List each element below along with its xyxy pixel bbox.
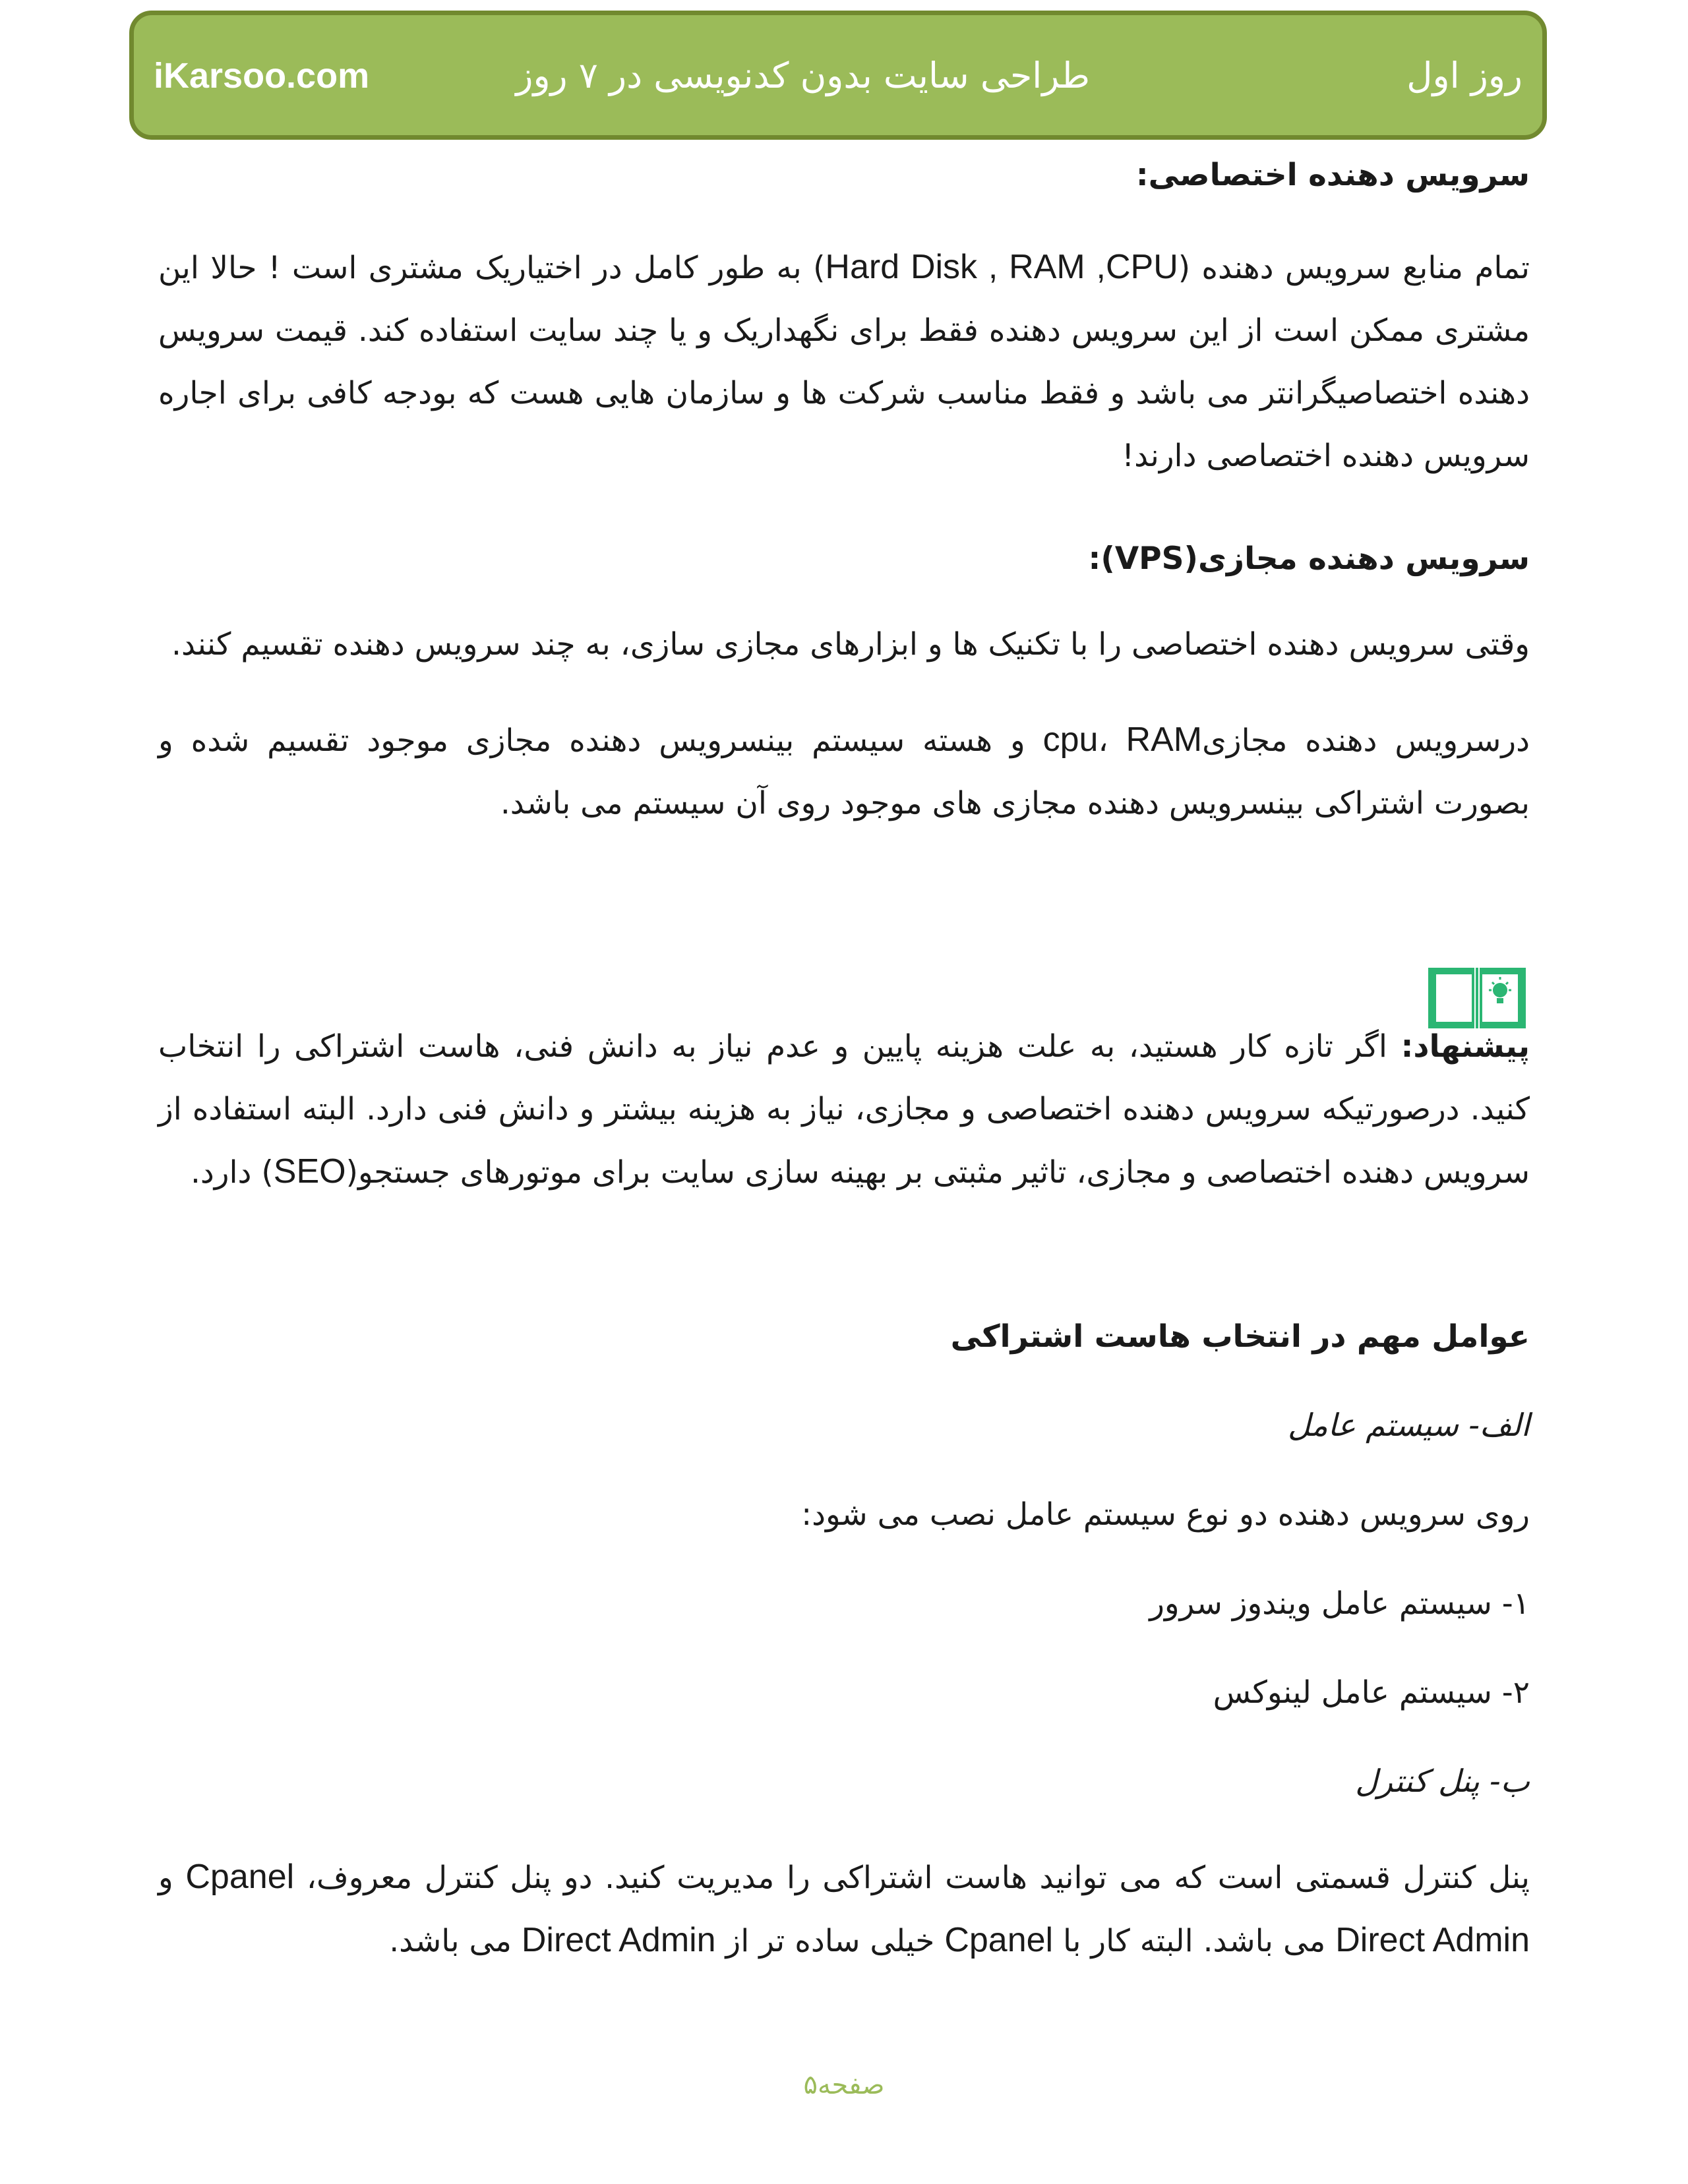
text: ) به طور کامل در اختیاریک مشتری است ! حالا این مشتری ممکن است از این سرویس دهنده فقط برای نگهداریک و یا چند سایت استفاده کند. قیمت سرویس دهنده اختصاصیگرانتر می باشد و فقط مناسب شرکت ها و سازمان هایی هست که بودجه کافی برای اجاره سرویس دهنده اختصاصی دارند! <box>158 250 1530 474</box>
cpanel-term: Cpanel <box>944 1921 1054 1959</box>
paragraph-os-intro: روی سرویس دهنده دو نوع سیستم عامل نصب می شود: <box>801 1496 1530 1533</box>
text: و <box>158 1860 186 1896</box>
page-header <box>129 11 1547 140</box>
paragraph-tip <box>158 1015 1530 1204</box>
seo-term: SEO <box>273 1152 346 1191</box>
cpanel-term: Cpanel <box>185 1858 295 1896</box>
paragraph-vps-1: وقتی سرویس دهنده اختصاصی را با تکنیک ها و ابزارهای مجازی سازی، به چند سرویس دهنده تقسیم کنند. <box>171 626 1530 663</box>
list-item: ۱- سیستم عامل ویندوز سرور <box>1149 1585 1530 1622</box>
cpu-term: cpu <box>1042 721 1099 759</box>
subheading-control-panel: ب- پنل کنترل <box>1355 1763 1530 1800</box>
list-item: ۲- سیستم عامل لینوکس <box>1213 1674 1530 1711</box>
document-title: طراحی سایت بدون کدنویسی در ۷ روز <box>516 55 1090 96</box>
text: خیلی ساده تر از <box>715 1923 945 1959</box>
text: می باشد. البته کار با <box>1053 1923 1336 1959</box>
paragraph-dedicated <box>158 236 1530 487</box>
heading-vps: سرویس دهنده مجازی(VPS): <box>1088 541 1530 577</box>
text: می باشد. <box>389 1923 522 1959</box>
hardware-terms: Hard Disk , RAM ,CPU <box>825 248 1178 286</box>
heading-factors: عوامل مهم در انتخاب هاست اشتراکی <box>950 1318 1530 1355</box>
text: تمام منابع سرویس دهنده ( <box>1178 250 1530 286</box>
direct-admin-term: Direct Admin <box>1335 1921 1530 1959</box>
direct-admin-term: Direct Admin <box>521 1921 716 1959</box>
site-name: iKarsoo.com <box>154 56 370 96</box>
paragraph-vps-2 <box>158 709 1530 835</box>
text: و هسته سیستم بینسرویس دهنده مجازی موجود تقسیم شده و بصورت اشتراکی بینسرویس دهنده مجازی های موجود روی آن سیستم می باشد. <box>158 723 1530 821</box>
ram-term: RAM <box>1126 721 1203 759</box>
tip-label: پیشنهاد: <box>1401 1028 1530 1065</box>
day-label: روز اول <box>1406 55 1522 96</box>
paragraph-control-panel <box>158 1846 1530 1972</box>
text: ) دارد. <box>190 1154 274 1191</box>
page-number: صفحه۵ <box>803 2070 885 2100</box>
text: اگر تازه کار هستید، به علت هزینه پایین و عدم نیاز به دانش فنی، هاست اشتراکی را انتخاب کنید. درصورتیکه سرویس دهنده اختصاصی و مجازی، نیاز به هزینه بیشتر و دانش فنی دارد. البته استفاده از سرویس دهنده اختصاصی و مجازی، تاثیر مثبتی بر بهینه سازی سایت برای موتورهای جستجو( <box>158 1028 1530 1191</box>
text: ، <box>1098 723 1126 759</box>
text: پنل کنترل قسمتی است که می توانید هاست اشتراکی را مدیریت کنید. دو پنل کنترل معروف، <box>294 1860 1530 1896</box>
subheading-os: الف- سیستم عامل <box>1288 1407 1530 1444</box>
text: درسرویس دهنده مجازی <box>1202 723 1530 759</box>
heading-dedicated: سرویس دهنده اختصاصی: <box>1135 157 1530 193</box>
